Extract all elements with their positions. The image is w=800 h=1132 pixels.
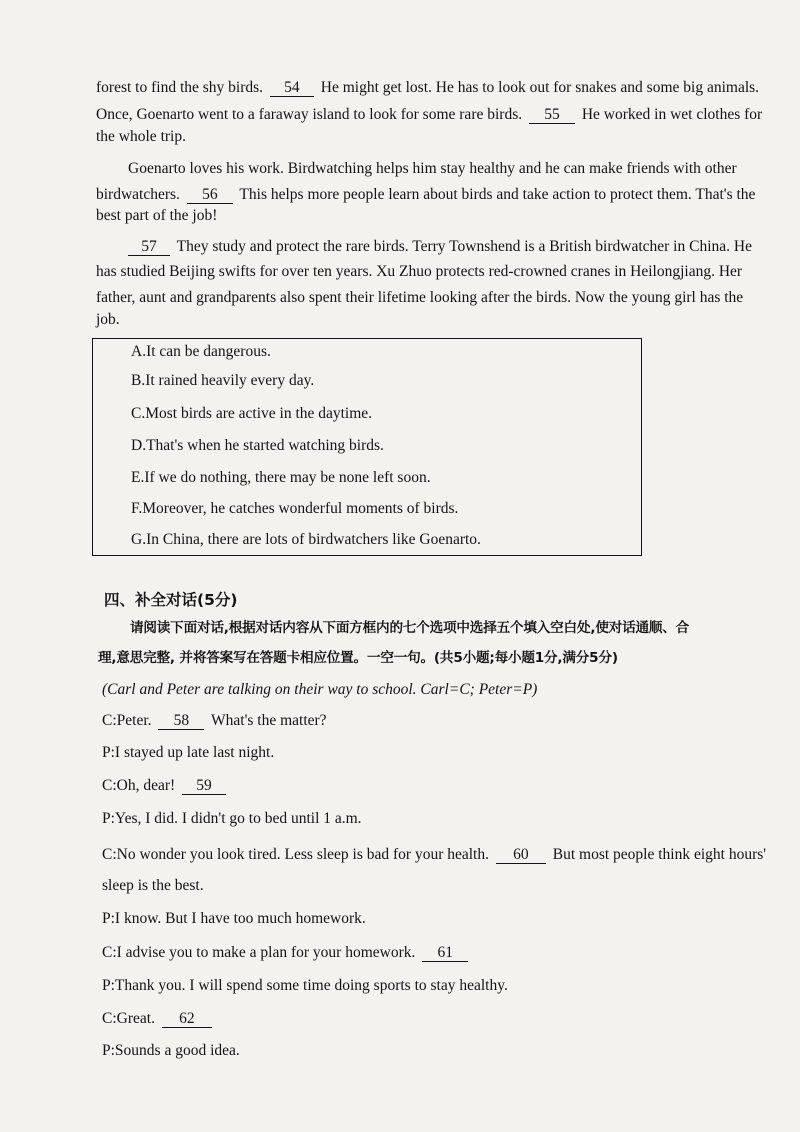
- options-box: [92, 338, 642, 556]
- passage-text: He might get lost. He has to look out for snakes and some big animals.: [320, 79, 760, 96]
- option-b: B.It rained heavily every day.: [131, 372, 315, 389]
- dialogue-text: C:No wonder you look tired. Less sleep is bad for your health.: [102, 846, 489, 863]
- answer-blank-56[interactable]: 56: [187, 186, 233, 204]
- dialogue-intro: (Carl and Peter are talking on their way to school. Carl=C; Peter=P): [102, 681, 538, 698]
- answer-blank-59[interactable]: 59: [182, 777, 226, 795]
- answer-blank-60[interactable]: 60: [496, 846, 546, 864]
- answer-blank-61[interactable]: 61: [422, 944, 468, 962]
- section-instruction: 理,意思完整, 并将答案写在答题卡相应位置。一空一句。(共5小题;每小题1分,满分5分): [98, 650, 618, 666]
- passage-line: father, aunt and grandparents also spent their lifetime looking after the birds. Now the young girl has the: [96, 289, 744, 306]
- dialogue-line: [102, 710, 792, 732]
- passage-line: the whole trip.: [96, 128, 186, 145]
- answer-blank-62[interactable]: 62: [162, 1010, 212, 1028]
- passage-text: forest to find the shy birds.: [96, 79, 264, 96]
- passage-line: [128, 236, 786, 258]
- passage-text: birdwatchers.: [96, 186, 180, 203]
- passage-line: job.: [96, 311, 120, 328]
- dialogue-text: But most people think eight hours': [552, 846, 767, 863]
- passage-line: has studied Beijing swifts for over ten years. Xu Zhuo protects red-crowned cranes in Heilongjiang. Her: [96, 263, 743, 280]
- section-instruction: 请阅读下面对话,根据对话内容从下面方框内的七个选项中选择五个填入空白处,使对话通顺、合: [130, 620, 690, 636]
- option-c: C.Most birds are active in the daytime.: [131, 405, 373, 422]
- option-f: F.Moreover, he catches wonderful moments of birds.: [131, 500, 459, 517]
- dialogue-text: C:Peter.: [102, 712, 152, 729]
- passage-text: They study and protect the rare birds. Terry Townshend is a British birdwatcher in China. He: [176, 238, 752, 255]
- dialogue-text: C:I advise you to make a plan for your homework.: [102, 944, 416, 961]
- option-e: E.If we do nothing, there may be none left soon.: [131, 469, 431, 486]
- answer-blank-54[interactable]: 54: [270, 79, 314, 97]
- option-a: A.It can be dangerous.: [131, 343, 271, 360]
- dialogue-line: P:Yes, I did. I didn't go to bed until 1 a.m.: [102, 810, 362, 827]
- option-g: G.In China, there are lots of birdwatchers like Goenarto.: [131, 531, 481, 548]
- passage-text: This helps more people learn about birds and take action to protect them. That's the: [239, 186, 756, 203]
- dialogue-line: sleep is the best.: [102, 877, 204, 894]
- dialogue-line: [102, 942, 792, 964]
- dialogue-line: P:Thank you. I will spend some time doing sports to stay healthy.: [102, 977, 508, 994]
- dialogue-text: C:Great.: [102, 1010, 155, 1027]
- passage-line: [96, 184, 786, 206]
- dialogue-line: P:I stayed up late last night.: [102, 744, 275, 761]
- passage-line: [96, 104, 786, 126]
- passage-text: He worked in wet clothes for: [581, 106, 763, 123]
- dialogue-line: P:Sounds a good idea.: [102, 1042, 240, 1059]
- dialogue-line: [102, 1008, 792, 1030]
- dialogue-line: P:I know. But I have too much homework.: [102, 910, 366, 927]
- answer-blank-55[interactable]: 55: [529, 106, 575, 124]
- passage-line: Goenarto loves his work. Birdwatching helps him stay healthy and he can make friends with other: [128, 160, 737, 177]
- dialogue-line: [102, 844, 792, 866]
- passage-line: best part of the job!: [96, 207, 218, 224]
- option-d: D.That's when he started watching birds.: [131, 437, 384, 454]
- passage-text: Once, Goenarto went to a faraway island to look for some rare birds.: [96, 106, 523, 123]
- dialogue-line: [102, 775, 792, 797]
- answer-blank-57[interactable]: 57: [128, 238, 170, 256]
- answer-blank-58[interactable]: 58: [158, 712, 204, 730]
- dialogue-text: C:Oh, dear!: [102, 777, 176, 794]
- passage-line: [96, 77, 786, 99]
- section-title: 四、补全对话(5分): [104, 591, 238, 609]
- dialogue-text: What's the matter?: [211, 712, 327, 729]
